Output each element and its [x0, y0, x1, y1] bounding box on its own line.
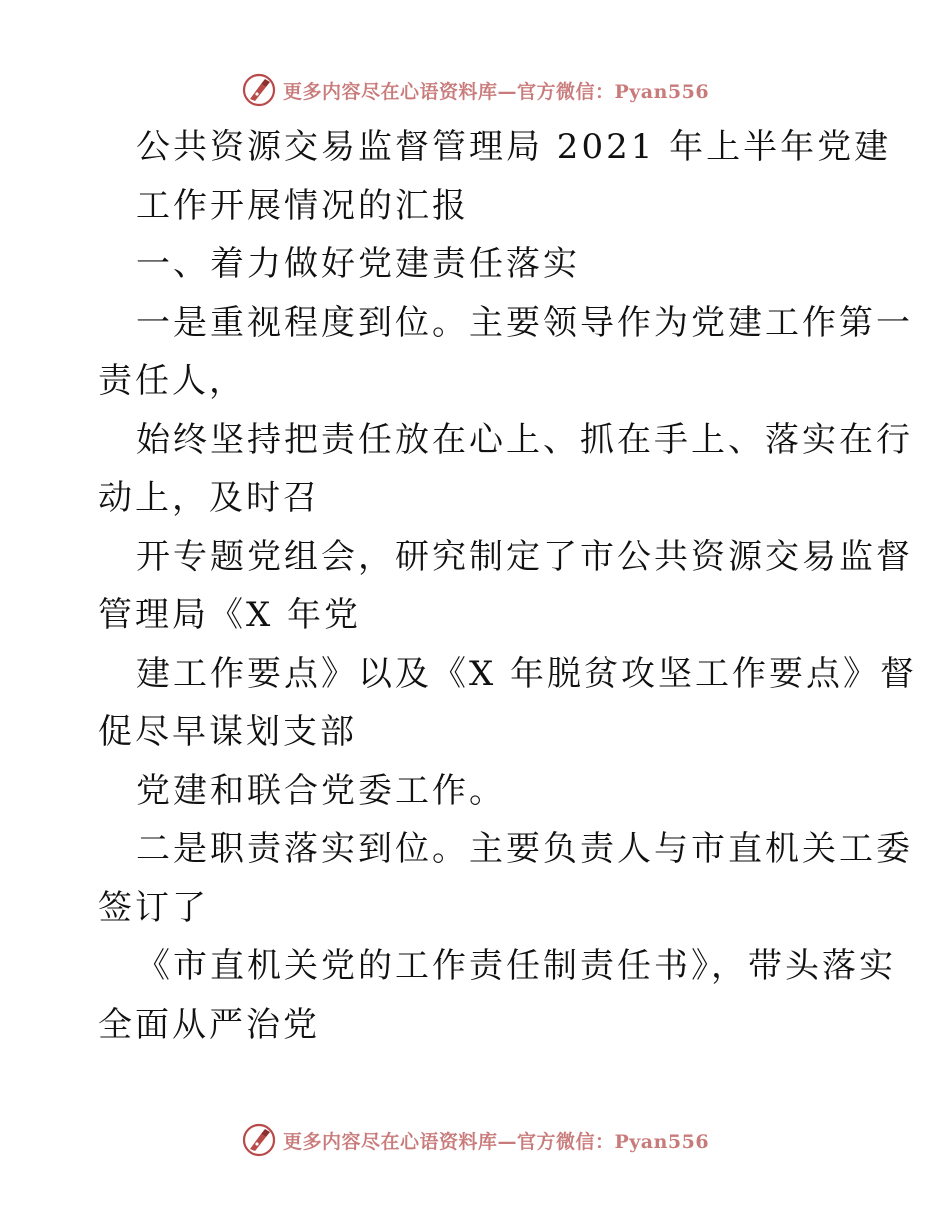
section-heading: 一、着力做好党建责任落实	[136, 244, 580, 284]
document-title-line-1: 公共资源交易监督管理局 2021 年上半年党建	[136, 127, 892, 167]
paragraph-1-line-2: 责任人，	[98, 361, 246, 401]
paragraph-6-line-2: 签订了	[98, 887, 209, 928]
paragraph-5-line-1: 党建和联合党委工作。	[136, 770, 506, 811]
paragraph-7-line-1: 《市直机关党的工作责任制责任书》，带头落实	[136, 946, 896, 986]
header-watermark	[0, 70, 950, 110]
paragraph-3-line-2: 管理局《X 年党	[98, 595, 362, 635]
document-body	[98, 118, 918, 1054]
paragraph-2-line-1: 始终坚持把责任放在心上、抓在手上、落实在行	[136, 419, 913, 460]
pen-nib-logo-icon	[241, 1122, 277, 1158]
paragraph-1-line-1: 一是重视程度到位。主要领导作为党建工作第一	[136, 302, 913, 343]
paragraph-3-line-1: 开专题党组会，研究制定了市公共资源交易监督	[136, 536, 913, 577]
paragraph-4-line-1: 建工作要点》以及《X 年脱贫攻坚工作要点》督	[136, 653, 918, 694]
paragraph-2-line-2: 动上，及时召	[98, 478, 320, 518]
paragraph-4-line-2: 促尽早谋划支部	[98, 712, 357, 752]
paragraph-7-line-2: 全面从严治党	[98, 1004, 320, 1045]
pen-nib-logo-icon	[241, 72, 277, 108]
watermark-text: 更多内容尽在心语资料库—官方微信：Pyan556	[282, 80, 710, 103]
watermark-text: 更多内容尽在心语资料库—官方微信：Pyan556	[282, 1130, 710, 1153]
paragraph-6-line-1: 二是职责落实到位。主要负责人与市直机关工委	[136, 829, 913, 869]
document-title-line-2: 工作开展情况的汇报	[136, 185, 469, 226]
footer-watermark	[0, 1120, 950, 1160]
